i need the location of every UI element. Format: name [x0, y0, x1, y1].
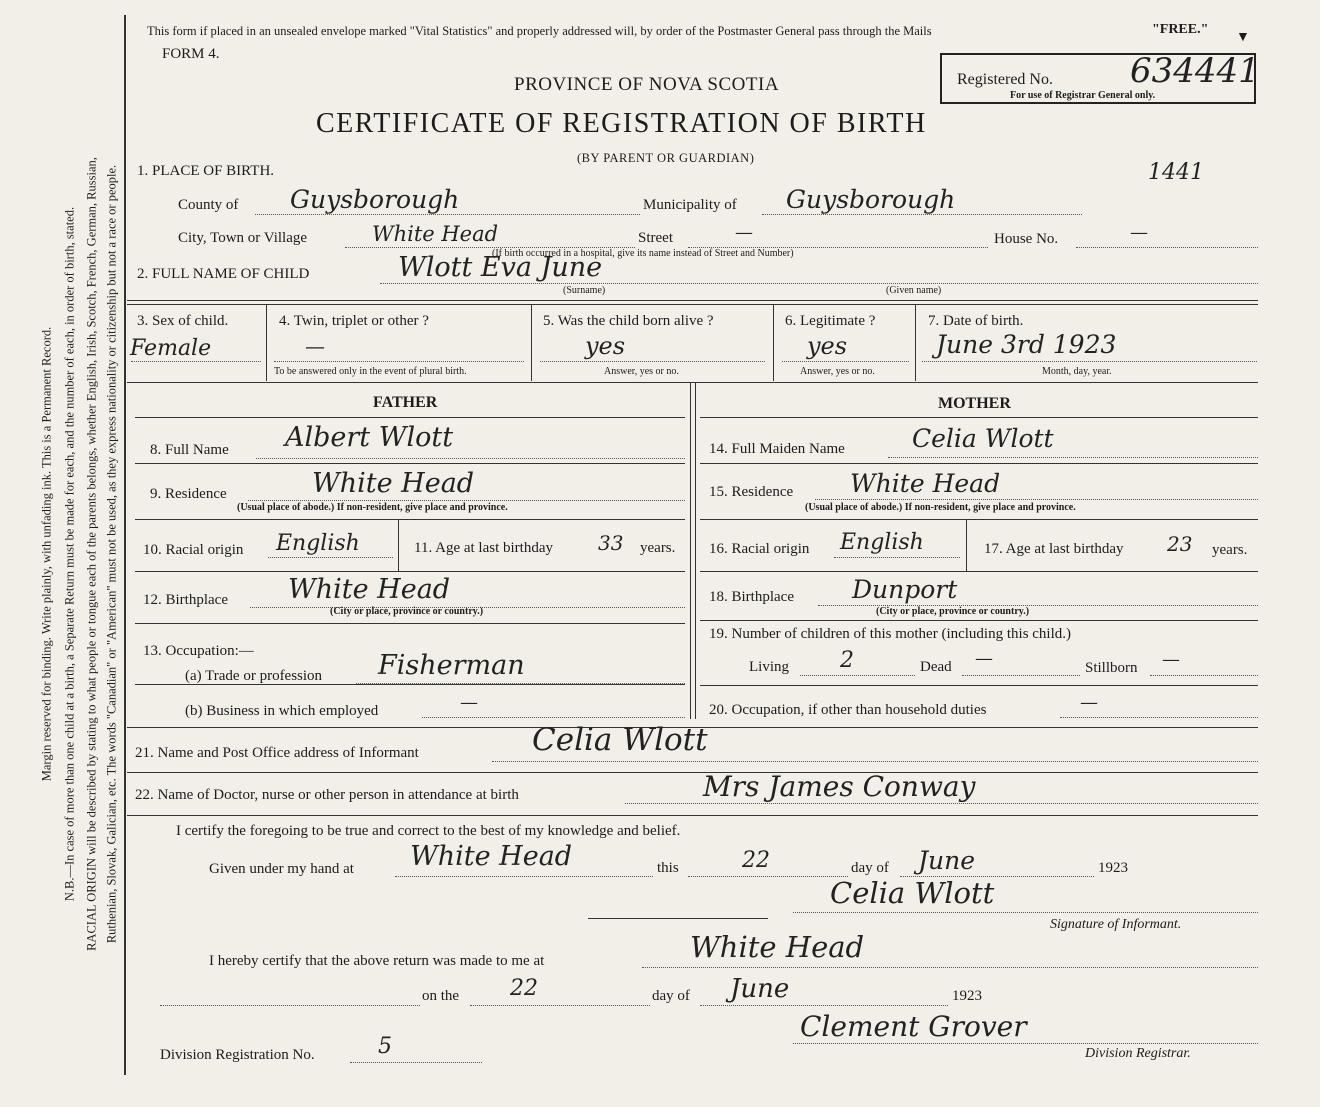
doctor-value: Mrs James Conway — [703, 770, 976, 803]
sidebar-note-4: Ruthenian, Slovak, Galician, etc. The words "Canadian" or "American" must not be used, as they express nationality or citizenship but not a race or people. — [104, 164, 119, 943]
mother-birthplace-value: Dunport — [852, 575, 958, 604]
postal-notice: This form if placed in an unsealed envelope marked "Vital Statistics" and properly addressed will, by order of the Postmaster General pass through the Mails — [147, 24, 932, 38]
certify-statement: I certify the foregoing to be true and correct to the best of my knowledge and belief. — [176, 823, 681, 839]
given-day-of-label: day of — [851, 860, 889, 876]
surname-note: (Surname) — [563, 285, 606, 296]
mother-residence-value: White Head — [850, 469, 1001, 498]
city-value: White Head — [372, 222, 499, 246]
date-of-birth-note: Month, day, year. — [1042, 366, 1112, 377]
mother-occupation-label: 20. Occupation, if other than household duties — [709, 702, 987, 718]
mother-residence-label: 15. Residence — [709, 484, 794, 500]
father-heading: FATHER — [373, 394, 438, 411]
registrar-statement: I hereby certify that the above return was made to me at — [209, 953, 545, 969]
father-residence-value: White Head — [312, 468, 475, 499]
given-at-label: Given under my hand at — [209, 861, 354, 877]
twin-note: To be answered only in the event of plural birth. — [274, 366, 467, 377]
father-racial-origin-value: English — [276, 531, 360, 556]
mother-age-value: 23 — [1167, 532, 1193, 556]
registrar-day-of-label: day of — [652, 988, 690, 1004]
sex-value: Female — [130, 336, 212, 361]
date-of-birth-value: June 3rd 1923 — [936, 330, 1117, 359]
informant-value: Celia Wlott — [532, 722, 708, 758]
stillborn-label: Stillborn — [1085, 660, 1138, 676]
mother-name-value: Celia Wlott — [912, 424, 1054, 453]
born-alive-note: Answer, yes or no. — [604, 366, 679, 377]
mother-birthplace-label: 18. Birthplace — [709, 589, 794, 605]
trade-value: Fisherman — [378, 650, 525, 681]
given-year: 1923 — [1098, 860, 1128, 876]
stillborn-value: — — [1162, 649, 1180, 670]
mother-age-label: 17. Age at last birthday — [984, 541, 1124, 557]
business-label: (b) Business in which employed — [185, 703, 379, 719]
registrar-year: 1923 — [952, 988, 982, 1004]
child-name-label: 2. FULL NAME OF CHILD — [137, 266, 310, 282]
hospital-note: (If birth occurred in a hospital, give its name instead of Street and Number) — [492, 248, 794, 259]
living-label: Living — [749, 659, 789, 675]
given-month-value: June — [918, 846, 976, 875]
given-at-value: White Head — [410, 841, 573, 872]
given-this-label: this — [657, 860, 679, 876]
mother-birthplace-note: (City or place, province or country.) — [876, 606, 1030, 617]
twin-label: 4. Twin, triplet or other ? — [279, 313, 429, 329]
father-birthplace-value: White Head — [288, 574, 451, 605]
free-label: "FREE." — [1152, 22, 1209, 37]
date-of-birth-label: 7. Date of birth. — [928, 313, 1024, 329]
division-registration-value: 5 — [378, 1034, 392, 1059]
child-name-value: Wlott Eva June — [398, 252, 603, 283]
city-label: City, Town or Village — [178, 230, 308, 246]
born-alive-label: 5. Was the child born alive ? — [543, 313, 714, 329]
registrar-day-value: 22 — [510, 976, 538, 1001]
sidebar-note-2: N.B.—In case of more than one child at a birth, a Separate Return must be made for each, and the number of each, in order of birth, stated. — [62, 206, 77, 901]
registered-number-value: 634441 — [1130, 51, 1260, 91]
legitimate-value: yes — [807, 332, 848, 360]
mother-racial-origin-label: 16. Racial origin — [709, 541, 810, 557]
registrar-on-the-label: on the — [422, 988, 460, 1004]
living-value: 2 — [840, 648, 854, 673]
informant-label: 21. Name and Post Office address of Informant — [135, 745, 419, 761]
trade-label: (a) Trade or profession — [185, 668, 323, 684]
father-birthplace-note: (City or place, province or country.) — [330, 606, 484, 617]
father-occupation-label: 13. Occupation:— — [143, 643, 254, 659]
corner-number: 1441 — [1148, 160, 1204, 185]
form-number: FORM 4. — [162, 46, 220, 62]
given-day-value: 22 — [742, 848, 770, 873]
legitimate-label: 6. Legitimate ? — [785, 313, 876, 329]
mother-age-unit: years. — [1212, 542, 1248, 558]
mother-occupation-value: — — [1080, 692, 1098, 713]
county-value: Guysborough — [290, 185, 460, 214]
mother-residence-note: (Usual place of abode.) If non-resident, give place and province. — [805, 502, 1076, 513]
registrar-signature-label: Division Registrar. — [1085, 1046, 1191, 1061]
father-name-value: Albert Wlott — [285, 422, 454, 453]
registered-number-box — [940, 51, 1260, 104]
father-age-value: 33 — [598, 531, 624, 555]
father-residence-label: 9. Residence — [150, 486, 227, 502]
dead-label: Dead — [920, 659, 952, 675]
informant-signature: Celia Wlott — [830, 876, 995, 910]
house-number-label: House No. — [994, 231, 1059, 247]
place-of-birth-label: 1. PLACE OF BIRTH. — [137, 163, 275, 179]
registrar-place-value: White Head — [690, 930, 865, 964]
page-title: CERTIFICATE OF REGISTRATION OF BIRTH — [316, 108, 927, 139]
business-value: — — [460, 692, 478, 713]
father-birthplace-label: 12. Birthplace — [143, 592, 228, 608]
registered-number-note: For use of Registrar General only. — [1010, 90, 1156, 101]
registrar-signature: Clement Grover — [800, 1010, 1027, 1043]
legitimate-note: Answer, yes or no. — [800, 366, 875, 377]
doctor-label: 22. Name of Doctor, nurse or other person in attendance at birth — [135, 787, 519, 803]
father-age-label: 11. Age at last birthday — [414, 540, 553, 556]
father-name-label: 8. Full Name — [150, 442, 229, 458]
children-count-label: 19. Number of children of this mother (including this child.) — [709, 626, 1072, 642]
sidebar-note-3: RACIAL ORIGIN will be described by stating to what people or tongue each of the parents belongs, whether English, Irish, Scotch, French, German, Russian, — [84, 156, 99, 951]
sidebar-note-1: Margin reserved for binding. Write plainly, with unfading ink. This is a Permanent Record. — [39, 326, 54, 781]
municipality-value: Guysborough — [786, 185, 956, 214]
given-name-note: (Given name) — [886, 285, 942, 296]
mother-racial-origin-value: English — [840, 530, 924, 555]
county-label: County of — [178, 197, 239, 213]
father-racial-origin-label: 10. Racial origin — [143, 542, 244, 558]
born-alive-value: yes — [585, 332, 626, 360]
sex-label: 3. Sex of child. — [137, 313, 229, 329]
triangle-mark-icon: ▼ — [1236, 30, 1250, 45]
street-label: Street — [638, 230, 673, 246]
dead-value: — — [975, 648, 993, 669]
mother-name-label: 14. Full Maiden Name — [709, 441, 845, 457]
street-value: — — [735, 222, 753, 243]
registrar-month-value: June — [730, 974, 790, 1004]
registered-number-label: Registered No. — [957, 71, 1053, 88]
father-residence-note: (Usual place of abode.) If non-resident, give place and province. — [237, 502, 508, 513]
page-subtitle: (BY PARENT OR GUARDIAN) — [577, 151, 755, 165]
province-heading: PROVINCE OF NOVA SCOTIA — [514, 74, 780, 95]
informant-signature-label: Signature of Informant. — [1050, 917, 1182, 932]
margin-rule — [124, 15, 126, 1075]
mother-heading: MOTHER — [938, 395, 1011, 412]
father-age-unit: years. — [640, 540, 676, 556]
division-registration-label: Division Registration No. — [160, 1047, 315, 1063]
house-number-value: — — [1130, 222, 1148, 243]
twin-value: — — [305, 334, 325, 358]
municipality-label: Municipality of — [643, 197, 737, 213]
